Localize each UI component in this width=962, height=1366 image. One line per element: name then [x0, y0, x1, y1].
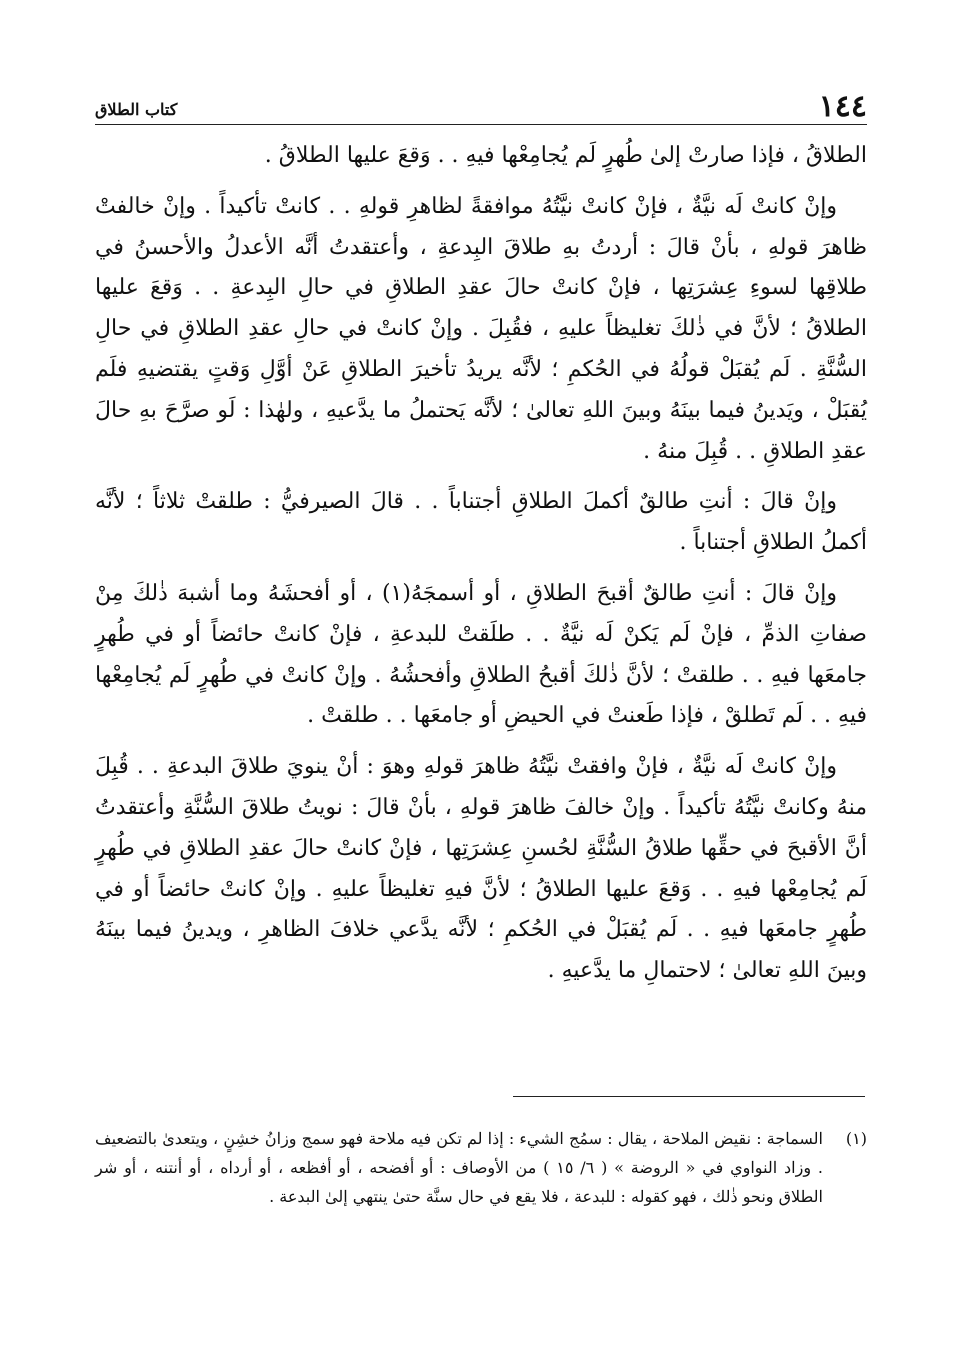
running-header — [95, 82, 867, 122]
footnote — [95, 1124, 867, 1211]
footnote-text: السماجة : نقيض الملاحة ، يقال : سمُج الشيء : إذا لم تكن فيه ملاحة فهو سمج وزانُ خشِنٍ ، ويتعدىٰ بالتضعيف . وزاد النواوي في « الروضة » ( ٦/ ١٥ ) من الأوصاف : أو أفضحه ، أو أفظعه ، أو أرداه ، أو أنتنه ، أو شر الطلاق ونحو ذٰلك ، فهو كقوله : للبدعة ، فلا يقع في حال سنَّة حتىٰ ينتهي إلىٰ البدعة . — [95, 1129, 824, 1206]
book-title: كتاب الطلاق — [95, 100, 178, 119]
paragraph: وإنْ قالَ : أنتِ طالقٌ أقبحَ الطلاقِ ، أو أسمجَهُ(١) ، أو أفحشَهُ وما أشبهَ ذٰلكَ مِنْ صفاتِ الذمِّ ، فإنْ لَم يَكنْ لَه نيَّةٌ . . طلَقتْ للبدعةِ ، فإنْ كانتْ حائضاً أو في طُهرٍ جامعَها فيهِ . . طلقتْ ؛ لأنَّ ذٰلكَ أقبحُ الطلاقِ وأفحشُهُ . وإنْ كانتْ في طُهرٍ لَم يُجامِعْها فيهِ . . لَم تَطلقْ ، فإذا طَعنتْ في الحيضِ أو جامعَها . . طلقتْ . — [95, 580, 867, 729]
footnote-marker: (١) — [845, 1129, 867, 1148]
header-rule — [95, 124, 867, 125]
paragraph: وإنْ كانتْ لَه نيَّةٌ ، فإنْ وافقتْ نيَّتُهُ ظاهرَ قولهِ وهوَ : أنْ ينويَ طلاقَ البدعةِ . . قُبِلَ منهُ وكانتْ نيَّتُهُ تأكيداً . وإنْ خالفَ ظاهرَ قولهِ ، بأنْ قالَ : نويتُ طلاقَ السُّنَّةِ وأعتقدتُ أنَّ الأقبحَ في حقِّها طلاقُ السُّنَّةِ لحُسنِ عِشرَتِها ، فإنْ كانتْ حالَ عقدِ الطلاقِ في طُهرٍ لَم يُجامِعْها فيهِ . . وَقعَ عليها الطلاقُ ؛ لأنَّ فيهِ تغليظاً عليهِ . وإنْ كانتْ حائضاً أو في طُهرٍ جامعَها فيهِ . . لَم يُقبَلْ في الحُكمِ ؛ لأنَّه يدَّعي خلافَ الظاهرِ ، ويدينُ فيما بينَهُ وبينَ اللهِ تعالىٰ ؛ لاحتمالِ ما يدَّعيهِ . — [95, 754, 867, 984]
paragraph: وإنْ كانتْ لَه نيَّةٌ ، فإنْ كانتْ نيَّتُهُ موافقةً لظاهرِ قولهِ . . كانتْ تأكيداً . وإنْ خالفتْ ظاهرَ قولهِ ، بأنْ قالَ : أردتُ بهِ طلاقَ البِدعةِ ، وأعتقدتُ أنَّه الأعدلُ والأحسنُ في طلاقِها لسوءِ عِشرَتِها ، فإنْ كانتْ حالَ عقدِ الطلاقِ في حالِ البِدعةِ . . وَقعَ عليها الطلاقُ ؛ لأنَّ في ذٰلكَ تغليظاً عليهِ ، فقُبِلَ . وإنْ كانتْ في حالِ عقدِ الطلاقِ في حالِ السُّنَّةِ . لَم يُقبَلْ قولُهُ في الحُكمِ ؛ لأنَّه يريدُ تأخيرَ الطلاقِ عَنْ أوَّلِ وَقتٍ يقتضيهِ فلَم يُقبَلْ ، ويَدينُ فيما بينَهُ وبينَ اللهِ تعالىٰ ؛ لأنَّه يَحتملُ ما يدَّعيهِ ، ولهٰذا : لَو صرَّحَ بهِ حالَ عقدِ الطلاقِ . . قُبِلَ منهُ . — [95, 193, 867, 464]
page-number: ١٤٤ — [818, 89, 867, 124]
paragraph: الطلاقُ ، فإذا صارتْ إلىٰ طُهرٍ لَم يُجامِعْها فيهِ . . وَقعَ عليها الطلاقُ . — [264, 143, 867, 168]
body-text — [95, 136, 867, 1002]
footnote-rule — [513, 1096, 865, 1097]
paragraph: وإنْ قالَ : أنتِ طالقٌ أكملَ الطلاقِ أجتناباً . . قالَ الصيرفيُّ : طلقتْ ثلاثاً ؛ لأنَّه أكملُ الطلاقِ أجتناباً . — [95, 489, 867, 556]
